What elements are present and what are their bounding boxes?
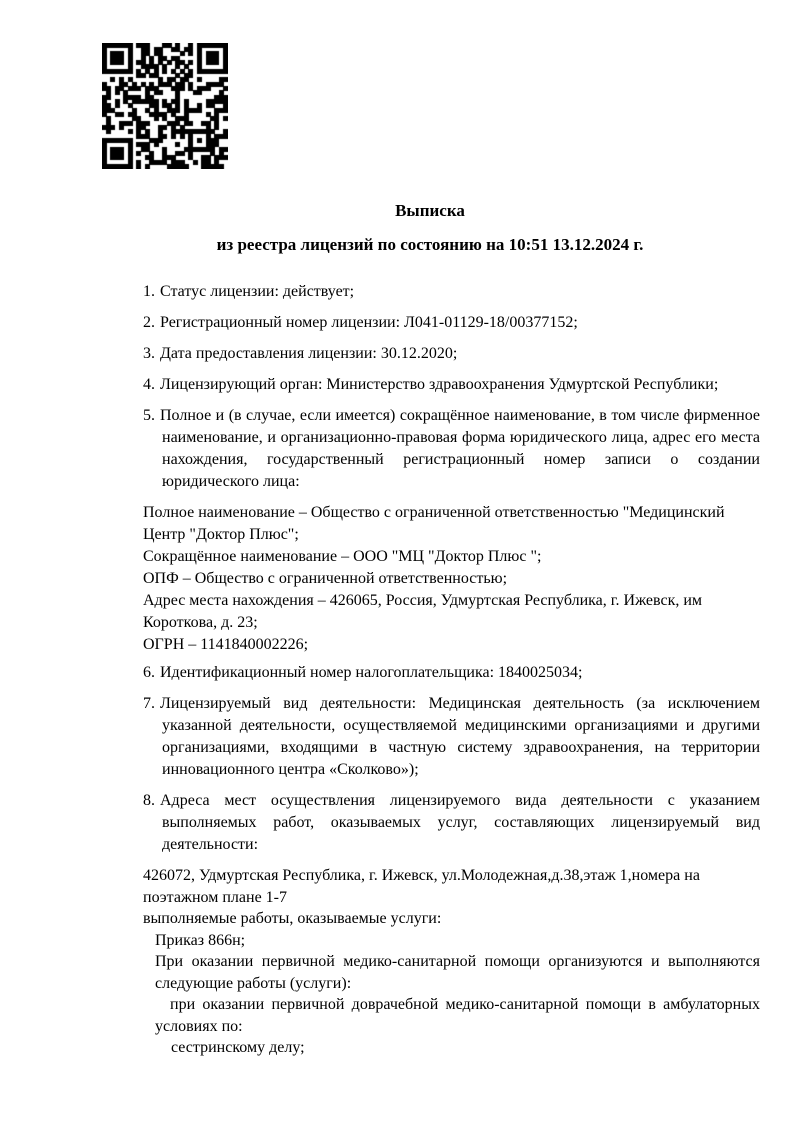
item-text: Адреса мест осуществления лицензируемого вида деятельности с указанием выполняемых работ, оказываемых услуг, составляющих лицензируемый вид деятельности: bbox=[160, 792, 760, 853]
item-names-heading bbox=[143, 405, 760, 493]
item-text: Лицензирующий орган: Министерство здравоохранения Удмуртской Республики; bbox=[160, 376, 719, 393]
org-address: Адрес места нахождения – 426065, Россия, Удмуртская Республика, г. Ижевск, им Короткова, д. 23; bbox=[143, 592, 703, 631]
item-text: Регистрационный номер лицензии: Л041-01129-18/00377152; bbox=[160, 314, 578, 331]
organization-details bbox=[143, 502, 760, 656]
org-legal-form: ОПФ – Общество с ограниченной ответственностью; bbox=[143, 570, 508, 587]
item-license-status bbox=[143, 281, 760, 303]
item-activity-addresses-heading bbox=[143, 790, 760, 856]
item-text: Лицензируемый вид деятельности: Медицинская деятельность (за исключением указанной деятельности, осуществляемой медицинскими организациями и другими организациями, входящими в частную систему здравоохранения, на территории инновационного центра «Сколково»); bbox=[160, 695, 760, 778]
item-registration-number bbox=[143, 312, 760, 334]
document-subtitle: из реестра лицензий по состоянию на 10:51 13.12.2024 г. bbox=[216, 235, 644, 254]
item-grant-date bbox=[143, 343, 760, 365]
item-number: 6. bbox=[143, 664, 155, 681]
item-number: 7. bbox=[143, 695, 155, 712]
org-full-name: Полное наименование – Общество с ограниченной ответственностью "Медицинский Центр "Доктор Плюс"; bbox=[143, 504, 725, 543]
item-number: 3. bbox=[143, 345, 155, 362]
item-text: Дата предоставления лицензии: 30.12.2020; bbox=[160, 345, 458, 362]
activity-address: 426072, Удмуртская Республика, г. Ижевск, ул.Молодежная,д.38,этаж 1,номера на поэтажном плане 1-7 bbox=[143, 867, 700, 906]
nursing-service: сестринскому делу; bbox=[171, 1039, 305, 1056]
document-title: Выписка bbox=[395, 201, 465, 220]
item-text: Полное и (в случае, если имеется) сокращённое наименование, в том числе фирменное наименование, и организационно-правовая форма юридического лица, адрес его места нахождения, государственный регистрационный номер записи о создании юридического лица: bbox=[160, 407, 760, 490]
primary-care-works: При оказании первичной медико-санитарной помощи организуются и выполняются следующие работы (услуги): bbox=[155, 953, 760, 992]
org-ogrn: ОГРН – 1141840002226; bbox=[143, 636, 309, 653]
pre-medical-care: при оказании первичной доврачебной медико-санитарной помощи в амбулаторных условиях по: bbox=[155, 996, 760, 1035]
item-number: 2. bbox=[143, 314, 155, 331]
item-activity-type bbox=[143, 693, 760, 781]
item-number: 1. bbox=[143, 283, 155, 300]
item-text: Статус лицензии: действует; bbox=[160, 283, 355, 300]
order-866n: Приказ 866н; bbox=[155, 931, 246, 949]
qr-code bbox=[102, 43, 228, 169]
item-licensing-authority bbox=[143, 374, 760, 396]
document-header bbox=[100, 200, 760, 256]
item-text: Идентификационный номер налогоплательщика: 1840025034; bbox=[160, 664, 583, 681]
org-short-name: Сокращённое наименование – ООО "МЦ "Доктор Плюс "; bbox=[143, 548, 542, 565]
item-taxpayer-number bbox=[143, 662, 760, 684]
document-body bbox=[143, 281, 760, 1059]
activity-address-block bbox=[143, 865, 760, 1059]
works-services-label: выполняемые работы, оказываемые услуги: bbox=[143, 910, 442, 927]
item-number: 5. bbox=[143, 407, 155, 424]
item-number: 8. bbox=[143, 792, 155, 809]
item-number: 4. bbox=[143, 376, 155, 393]
